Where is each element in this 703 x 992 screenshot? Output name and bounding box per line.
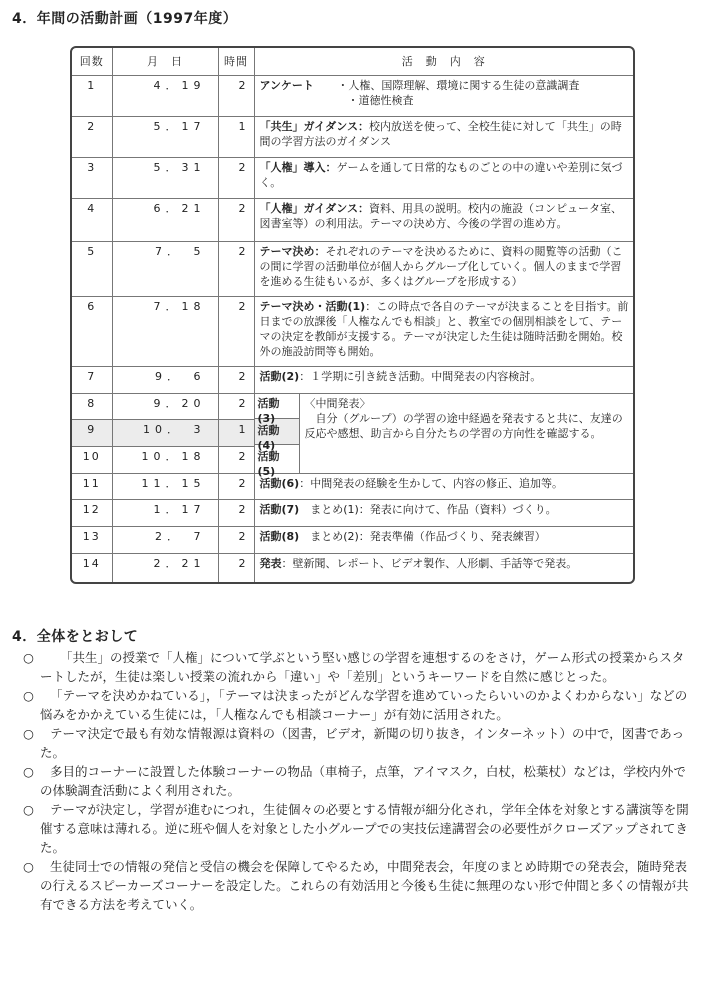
row-date: 10．18 bbox=[112, 447, 218, 474]
row-time: 1 bbox=[218, 116, 254, 157]
row-date: 9． 6 bbox=[112, 366, 218, 393]
list-item-text: 「テーマを決めかねている」，「テーマは決まったがどんな学習を進めていったらいいのかよくわからない」などの悩みをかかえている生徒には，「人権なんでも相談コーナー」が有効に活用された。 bbox=[40, 688, 688, 722]
section-title-annual-plan: 4．年間の活動計画（1997年度） bbox=[12, 11, 238, 27]
row-no: 13 bbox=[72, 527, 112, 554]
circle-bullet: ○ bbox=[23, 802, 34, 817]
circle-bullet: ○ bbox=[23, 764, 34, 779]
row-activity bbox=[254, 75, 633, 116]
row-no: 1 bbox=[72, 75, 112, 116]
row-date: 7．18 bbox=[112, 297, 218, 367]
row-time: 2 bbox=[218, 447, 254, 474]
row-no: 3 bbox=[72, 157, 112, 198]
midterm-note-title: 〈中間発表〉 bbox=[304, 396, 371, 410]
activity-text: ゲームを通して日常的なものごとの中の違いや差別に気づく。 bbox=[259, 160, 623, 189]
list-item-text: 生徒同士での情報の発信と受信の機会を保障してやるため，中間発表会，年度のまとめ時期での発表会，随時発表の行えるスピーカーズコーナーを設定した。これらの有効活用と今後も生徒に無理のない形で仲間と多くの情報が共有できる方法を考えていく。 bbox=[40, 859, 689, 912]
merged-labels bbox=[255, 394, 300, 478]
table-header-row bbox=[72, 48, 633, 75]
row-time: 1 bbox=[218, 420, 254, 447]
row-activity bbox=[254, 473, 633, 500]
activity-label: 「共生」ガイダンス： bbox=[259, 119, 369, 133]
activity-text: ：この時点で各自のテーマが決まることを目指す。前日までの放課後「人権なんでも相談」と、教室での個別相談をして、テーマの決定を教師が支援する。テーマが決定した生徒は随時活動を開始。校外の施設訪問等も開始。 bbox=[259, 300, 629, 359]
row-time: 2 bbox=[218, 241, 254, 296]
circle-bullet: ○ bbox=[23, 859, 34, 874]
row-no: 6 bbox=[72, 297, 112, 367]
activity-plan-table bbox=[70, 46, 635, 584]
row-date: 6．21 bbox=[112, 198, 218, 241]
section-title-overall: 4．全体をとおして bbox=[12, 629, 139, 645]
row-date: 5．31 bbox=[112, 157, 218, 198]
activity-label: 活動(8) bbox=[259, 530, 300, 544]
row-time: 2 bbox=[218, 297, 254, 367]
list-item-text: 「共生」の授業で「人権」について学ぶという堅い感じの学習を連想するのをさけ，ゲーム形式の授業からスタートしたが，生徒は楽しい授業の流れから「違い」や「差別」というキーワードを自然に感じとった。 bbox=[40, 650, 685, 684]
table-row bbox=[72, 393, 633, 420]
row-time: 2 bbox=[218, 473, 254, 500]
row-activity-merged bbox=[254, 393, 633, 478]
table-row bbox=[72, 527, 633, 554]
row-no: 5 bbox=[72, 241, 112, 296]
row-time: 2 bbox=[218, 393, 254, 420]
row-activity bbox=[254, 553, 633, 582]
row-time: 2 bbox=[218, 75, 254, 116]
activity-text: ：１学期に引き続き活動。中間発表の内容検討。 bbox=[299, 369, 542, 383]
row-no: 11 bbox=[72, 473, 112, 500]
table-row bbox=[72, 116, 633, 157]
activity-label: アンケート bbox=[259, 78, 314, 92]
activity-text: 資料、用具の説明。校内の施設（コンピュータ室、図書室等）の利用法。テーマの決め方、今後の学習の進め方。 bbox=[259, 201, 622, 230]
row-no: 14 bbox=[72, 553, 112, 582]
activity-text: ：壁新聞、レポート、ビデオ製作、人形劇、手話等で発表。 bbox=[281, 556, 578, 570]
row-no: 7 bbox=[72, 366, 112, 393]
table-row bbox=[72, 241, 633, 296]
reflection-list bbox=[20, 648, 690, 914]
row-time: 2 bbox=[218, 157, 254, 198]
row-date: 10． 3 bbox=[112, 420, 218, 447]
activity-label: 活動(4) bbox=[255, 419, 299, 445]
activity-label: 活動(6) bbox=[259, 476, 300, 490]
activity-text: ：中間発表の経験を生かして、内容の修正、追加等。 bbox=[299, 476, 563, 490]
list-item bbox=[20, 762, 690, 800]
activity-label: 「人権」ガイダンス： bbox=[259, 201, 369, 215]
row-time: 2 bbox=[218, 500, 254, 527]
midterm-note bbox=[300, 394, 634, 473]
activity-label: 活動(2) bbox=[259, 369, 300, 383]
activity-text: 校内放送を使って、全校生徒に対して「共生」の時間の学習方法のガイダンス bbox=[259, 119, 622, 148]
row-activity bbox=[254, 366, 633, 393]
row-date: 2．21 bbox=[112, 553, 218, 582]
activity-label: 活動(3) bbox=[255, 394, 299, 419]
row-activity bbox=[254, 527, 633, 554]
row-date: 4．19 bbox=[112, 75, 218, 116]
table-row bbox=[72, 473, 633, 500]
activity-label: 活動(7) bbox=[259, 503, 300, 517]
row-time: 2 bbox=[218, 553, 254, 582]
activity-text-2: ・道徳性検査 bbox=[347, 93, 414, 107]
table-row bbox=[72, 157, 633, 198]
row-no: 8 bbox=[72, 393, 112, 420]
table-row bbox=[72, 553, 633, 582]
row-date: 11．15 bbox=[112, 473, 218, 500]
row-time: 2 bbox=[218, 198, 254, 241]
header-date: 月 日 bbox=[112, 48, 218, 75]
circle-bullet: ○ bbox=[23, 688, 34, 703]
row-date: 2． 7 bbox=[112, 527, 218, 554]
header-time: 時間 bbox=[218, 48, 254, 75]
row-activity bbox=[254, 198, 633, 241]
row-date: 9．20 bbox=[112, 393, 218, 420]
list-item bbox=[20, 724, 690, 762]
header-activity: 活 動 内 容 bbox=[254, 48, 633, 75]
row-date: 7． 5 bbox=[112, 241, 218, 296]
table-row bbox=[72, 297, 633, 367]
list-item bbox=[20, 857, 690, 914]
activity-text: ・人権、国際理解、環境に関する生徒の意識調査 bbox=[337, 78, 580, 92]
activity-text: まとめ(2)：発表準備（作品づくり、発表練習） bbox=[299, 530, 546, 544]
table-row bbox=[72, 500, 633, 527]
table-row bbox=[72, 198, 633, 241]
list-item-text: 多目的コーナーに設置した体験コーナーの物品（車椅子，点筆，アイマスク，白杖，松葉杖）などは，学校内外での体験調査活動によく利用された。 bbox=[40, 764, 686, 798]
row-activity bbox=[254, 500, 633, 527]
table-row bbox=[72, 366, 633, 393]
row-no: 2 bbox=[72, 116, 112, 157]
list-item bbox=[20, 686, 690, 724]
row-activity bbox=[254, 116, 633, 157]
activity-text: それぞれのテーマを決めるために、資料の閲覧等の活動（この間に学習の活動単位が個人からグループ化していく。個人のままで学習を進める生徒もいるが、多くはグループを形成する） bbox=[259, 244, 623, 288]
row-activity bbox=[254, 157, 633, 198]
activity-label: 「人権」導入： bbox=[259, 160, 337, 174]
row-date: 5．17 bbox=[112, 116, 218, 157]
row-time: 2 bbox=[218, 366, 254, 393]
midterm-note-text: 自分（グループ）の学習の途中経過を発表すると共に、友達の反応や感想、助言から自分たちの学習の方向性を確認する。 bbox=[304, 411, 623, 440]
row-no: 12 bbox=[72, 500, 112, 527]
list-item bbox=[20, 800, 690, 857]
row-activity bbox=[254, 297, 633, 367]
circle-bullet: ○ bbox=[23, 650, 34, 665]
list-item-text: テーマ決定で最も有効な情報源は資料の（図書，ビデオ，新聞の切り抜き，インターネット）の中で，図書であった。 bbox=[40, 726, 685, 760]
table-row bbox=[72, 75, 633, 116]
row-date: 1．17 bbox=[112, 500, 218, 527]
list-item-text: テーマが決定し，学習が進むにつれ，生徒個々の必要とする情報が細分化され，学年全体を対象とする講演等を開催する意味は薄れる。逆に班や個人を対象とした小グループでの実技伝達講習会の必要性がクローズアップされてきた。 bbox=[40, 802, 689, 855]
activity-text: まとめ(1)：発表に向けて、作品（資料）づくり。 bbox=[299, 503, 557, 517]
row-no: 9 bbox=[72, 420, 112, 447]
circle-bullet: ○ bbox=[23, 726, 34, 741]
row-activity bbox=[254, 241, 633, 296]
activity-label: 発表 bbox=[259, 556, 282, 570]
activity-label: テーマ決め・活動(1) bbox=[259, 300, 366, 314]
row-no: 10 bbox=[72, 447, 112, 474]
activity-label: 活動(5) bbox=[257, 449, 280, 478]
activity-label: テーマ決め： bbox=[259, 244, 326, 258]
row-no: 4 bbox=[72, 198, 112, 241]
row-time: 2 bbox=[218, 527, 254, 554]
list-item bbox=[20, 648, 690, 686]
header-no: 回数 bbox=[72, 48, 112, 75]
